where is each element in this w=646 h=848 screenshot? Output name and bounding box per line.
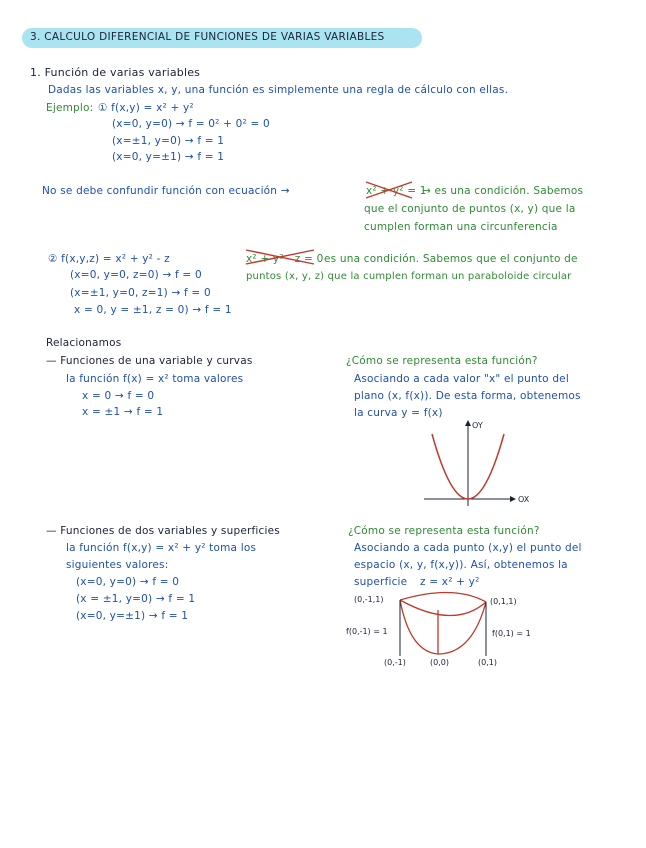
point-label: (0,0) (430, 658, 449, 667)
two-variable-value: (x = ±1, y=0) → f = 1 (76, 593, 196, 605)
two-variable-text: la función f(x,y) = x² + y² toma los (66, 542, 257, 554)
example-1-value: (x=±1, y=0) → f = 1 (112, 135, 225, 147)
example-2-function: ② f(x,y,z) = x² + y² - z (48, 253, 170, 265)
two-variable-value: (x=0, y=0) → f = 0 (76, 576, 180, 588)
example-2-value: x = 0, y = ±1, z = 0) → f = 1 (74, 304, 232, 316)
paraboloid-graph (344, 590, 574, 670)
condition-1-text: cumplen forman una circunferencia (364, 221, 558, 233)
y-axis-label: OY (472, 421, 483, 430)
example-2-value: (x=±1, y=0, z=1) → f = 0 (70, 287, 211, 299)
section-title-band (22, 28, 422, 48)
answer-1-text: la curva y = f(x) (354, 407, 443, 419)
section-title: 3. CALCULO DIFERENCIAL DE FUNCIONES DE VARIAS VARIABLES (30, 31, 385, 43)
example-label: Ejemplo: (46, 102, 94, 114)
example-2-value: (x=0, y=0, z=0) → f = 0 (70, 269, 202, 281)
x-axis-label: OX (518, 495, 530, 504)
example-1-value: (x=0, y=±1) → f = 1 (112, 151, 225, 163)
condition-2-text: es una condición. Sabemos que el conjunto de (324, 253, 578, 265)
subsection-heading: 1. Función de varias variables (30, 66, 201, 79)
parabola-graph (420, 418, 530, 514)
point-label: (0,-1,1) (354, 595, 384, 604)
condition-2-text: puntos (x, y, z) que la cumplen forman un paraboloide circular (246, 271, 572, 282)
two-variable-text: siguientes valores: (66, 559, 169, 571)
one-variable-value: x = 0 → f = 0 (82, 390, 155, 402)
one-variable-text: la función f(x) = x² toma valores (66, 373, 244, 385)
strike-mark (244, 247, 324, 267)
two-variable-value: (x=0, y=±1) → f = 1 (76, 610, 189, 622)
example-1-function: ① f(x,y) = x² + y² (98, 102, 194, 114)
answer-2-text: espacio (x, y, f(x,y)). Así, obtenemos la (354, 559, 568, 571)
point-label: (0,1,1) (490, 597, 517, 606)
point-label: (0,1) (478, 658, 497, 667)
one-variable-heading: — Funciones de una variable y curvas (46, 355, 253, 367)
question-2: ¿Cómo se representa esta función? (348, 525, 540, 537)
relate-heading: Relacionamos (46, 337, 122, 349)
example-1-value: (x=0, y=0) → f = 0² + 0² = 0 (112, 118, 270, 130)
answer-1-text: plano (x, f(x)). De esta forma, obtenemos (354, 390, 581, 402)
condition-1-equation: x² + y² = 1 (366, 185, 427, 197)
condition-1-text: → es una condición. Sabemos (422, 185, 584, 197)
answer-2-text: Asociando a cada punto (x,y) el punto del (354, 542, 582, 554)
point-label: (0,-1) (384, 658, 406, 667)
one-variable-value: x = ±1 → f = 1 (82, 406, 164, 418)
two-variable-heading: — Funciones de dos variables y superficies (46, 525, 280, 537)
answer-2-label: superficie (354, 576, 408, 588)
answer-2-equation: z = x² + y² (420, 576, 480, 588)
strike-mark (364, 178, 424, 200)
warning-text: No se debe confundir función con ecuación → (42, 185, 290, 197)
answer-1-text: Asociando a cada valor "x" el punto del (354, 373, 569, 385)
condition-2-equation: x² + y² - z = 0 (246, 253, 324, 265)
question-1: ¿Cómo se representa esta función? (346, 355, 538, 367)
condition-1-text: que el conjunto de puntos (x, y) que la (364, 203, 576, 215)
value-label: f(0,-1) = 1 (346, 627, 388, 636)
value-label: f(0,1) = 1 (492, 629, 531, 638)
intro-text: Dadas las variables x, y, una función es simplemente una regla de cálculo con ellas. (48, 84, 509, 96)
